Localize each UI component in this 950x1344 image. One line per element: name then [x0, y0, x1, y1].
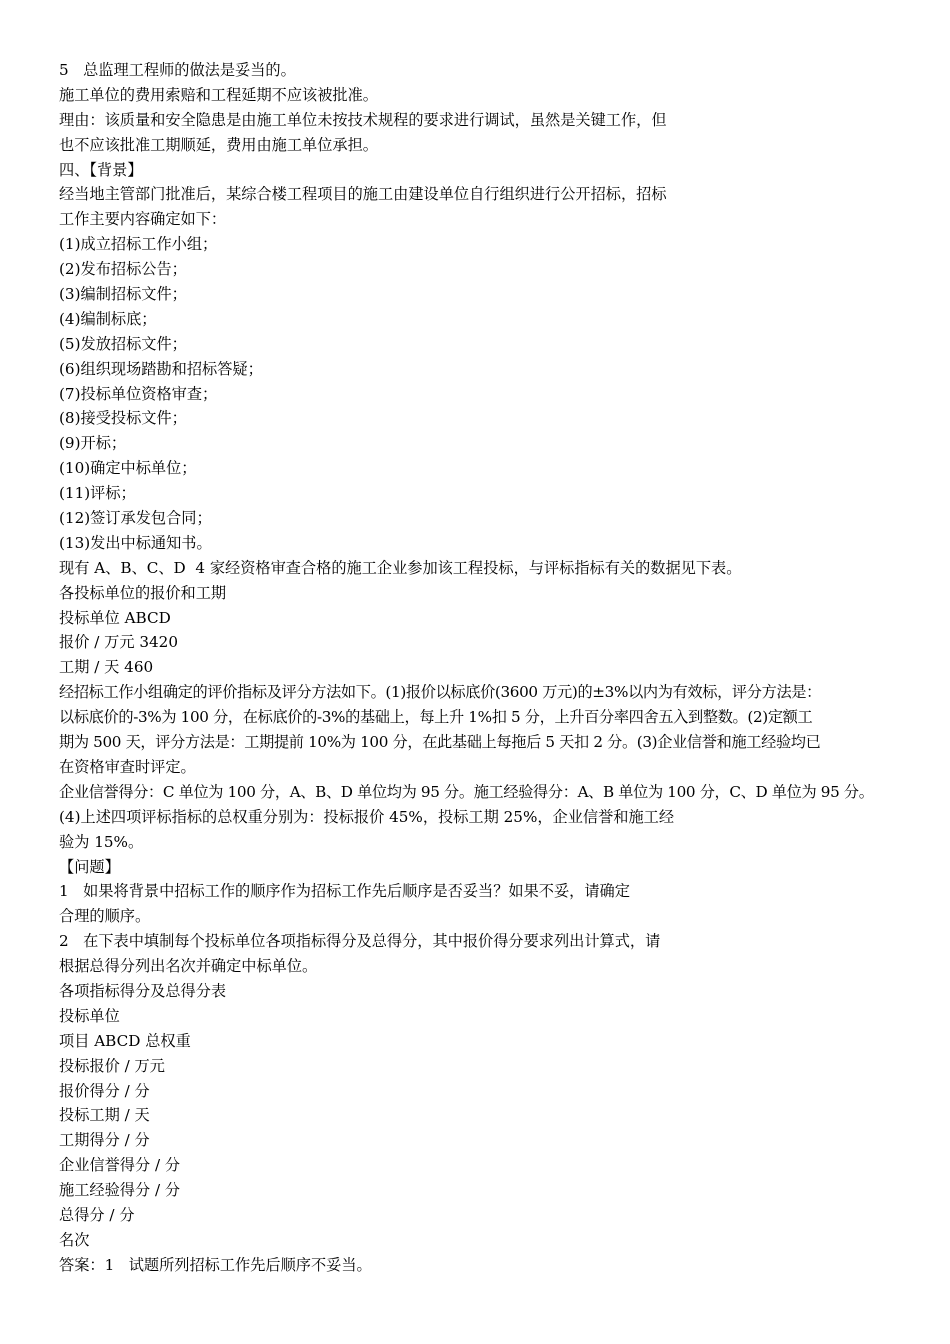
score-table-row-rank: 名次 [59, 1230, 90, 1249]
list-item-12: (12)签订承发包合同； [59, 509, 212, 528]
bidders-intro-line: 现有 A、B、C、D 4 家经资格审查合格的施工企业参加该工程投标，与评标指标有关的数据见下表。 [59, 558, 742, 577]
list-item-9: (9)开标； [59, 434, 127, 453]
list-item-2: (2)发布招标公告； [59, 260, 187, 279]
list-item-1: (1)成立招标工作小组； [59, 235, 218, 254]
list-item-11: (11)评标； [59, 484, 136, 503]
scoring-line-4: 在资格审查时评定。 [59, 757, 196, 776]
score-table-row-reputation: 企业信誉得分 / 分 [59, 1156, 181, 1175]
background-line-1: 经当地主管部门批准后，某综合楼工程项目的施工由建设单位自行组织进行公开招标，招标 [59, 185, 667, 204]
reason-line-1: 理由：该质量和安全隐患是由施工单位未按技术规程的要求进行调试，虽然是关键工作，但 [59, 110, 667, 129]
reason-line-2: 也不应该批准工期顺延，费用由施工单位承担。 [59, 135, 378, 154]
list-item-8: (8)接受投标文件； [59, 409, 187, 428]
list-item-13: (13)发出中标通知书。 [59, 533, 212, 552]
list-item-10: (10)确定中标单位； [59, 459, 197, 478]
question-2-line-1: 2 在下表中填制每个投标单位各项指标得分及总得分，其中报价得分要求列出计算式，请 [59, 932, 661, 951]
bid-table-header: 投标单位 ABCD [59, 608, 171, 627]
weights-line-1: (4)上述四项评标指标的总权重分别为：投标报价 45%，投标工期 25%，企业信誉和施工经 [59, 807, 675, 826]
score-table-bidder-label: 投标单位 [59, 1006, 120, 1025]
question-1-line-2: 合理的顺序。 [59, 907, 151, 926]
scoring-line-1: 经招标工作小组确定的评价指标及评分方法如下。(1)报价以标底价(3600 万元)的±3%以内为有效标，评分方法是： [59, 683, 821, 702]
score-table-title: 各项指标得分及总得分表 [59, 981, 227, 1000]
scoring-line-2: 以标底价的-3%为 100 分，在标底价的-3%的基础上，每上升 1%扣 5 分，上升百分率四舍五入到整数。(2)定额工 [59, 708, 813, 727]
bid-table-title: 各投标单位的报价和工期 [59, 583, 227, 602]
claim-rejection-line: 施工单位的费用索赔和工程延期不应该被批准。 [59, 85, 378, 104]
list-item-5: (5)发放招标文件； [59, 334, 187, 353]
reputation-experience-line: 企业信誉得分：C 单位为 100 分，A、B、D 单位均为 95 分。施工经验得分：A、B 单位为 100 分，C、D 单位为 95 分。 [59, 782, 874, 801]
score-table-row-total: 总得分 / 分 [59, 1205, 135, 1224]
list-item-4: (4)编制标底； [59, 309, 157, 328]
document-page [59, 58, 899, 1278]
scoring-line-3: 期为 500 天，评分方法是：工期提前 10%为 100 分，在此基础上每拖后 5 天扣 2 分。(3)企业信誉和施工经验均已 [59, 733, 821, 752]
questions-heading: 【问题】 [59, 857, 120, 876]
score-table-header: 项目 ABCD 总权重 [59, 1031, 191, 1050]
score-table-row-price: 投标报价 / 万元 [59, 1056, 165, 1075]
answer-5-line: 5 总监理工程师的做法是妥当的。 [59, 61, 296, 79]
score-table-row-duration-score: 工期得分 / 分 [59, 1131, 150, 1150]
question-2-line-2: 根据总得分列出名次并确定中标单位。 [59, 957, 318, 976]
weights-line-2: 验为 15%。 [59, 832, 144, 851]
list-item-7: (7)投标单位资格审查； [59, 384, 218, 403]
answer-line: 答案：1 试题所列招标工作先后顺序不妥当。 [59, 1255, 372, 1274]
score-table-row-experience: 施工经验得分 / 分 [59, 1181, 181, 1200]
section-four-heading: 四、【背景】 [59, 160, 143, 179]
background-line-2: 工作主要内容确定如下： [59, 210, 227, 229]
bid-table-price-row: 报价 / 万元 3420 [59, 633, 179, 652]
list-item-6: (6)组织现场踏勘和招标答疑； [59, 359, 263, 378]
score-table-row-price-score: 报价得分 / 分 [59, 1081, 150, 1100]
question-1-line-1: 1 如果将背景中招标工作的顺序作为招标工作先后顺序是否妥当？如果不妥，请确定 [59, 882, 630, 901]
score-table-row-duration: 投标工期 / 天 [59, 1106, 150, 1125]
list-item-3: (3)编制招标文件； [59, 285, 187, 304]
bid-table-duration-row: 工期 / 天 460 [59, 658, 154, 677]
